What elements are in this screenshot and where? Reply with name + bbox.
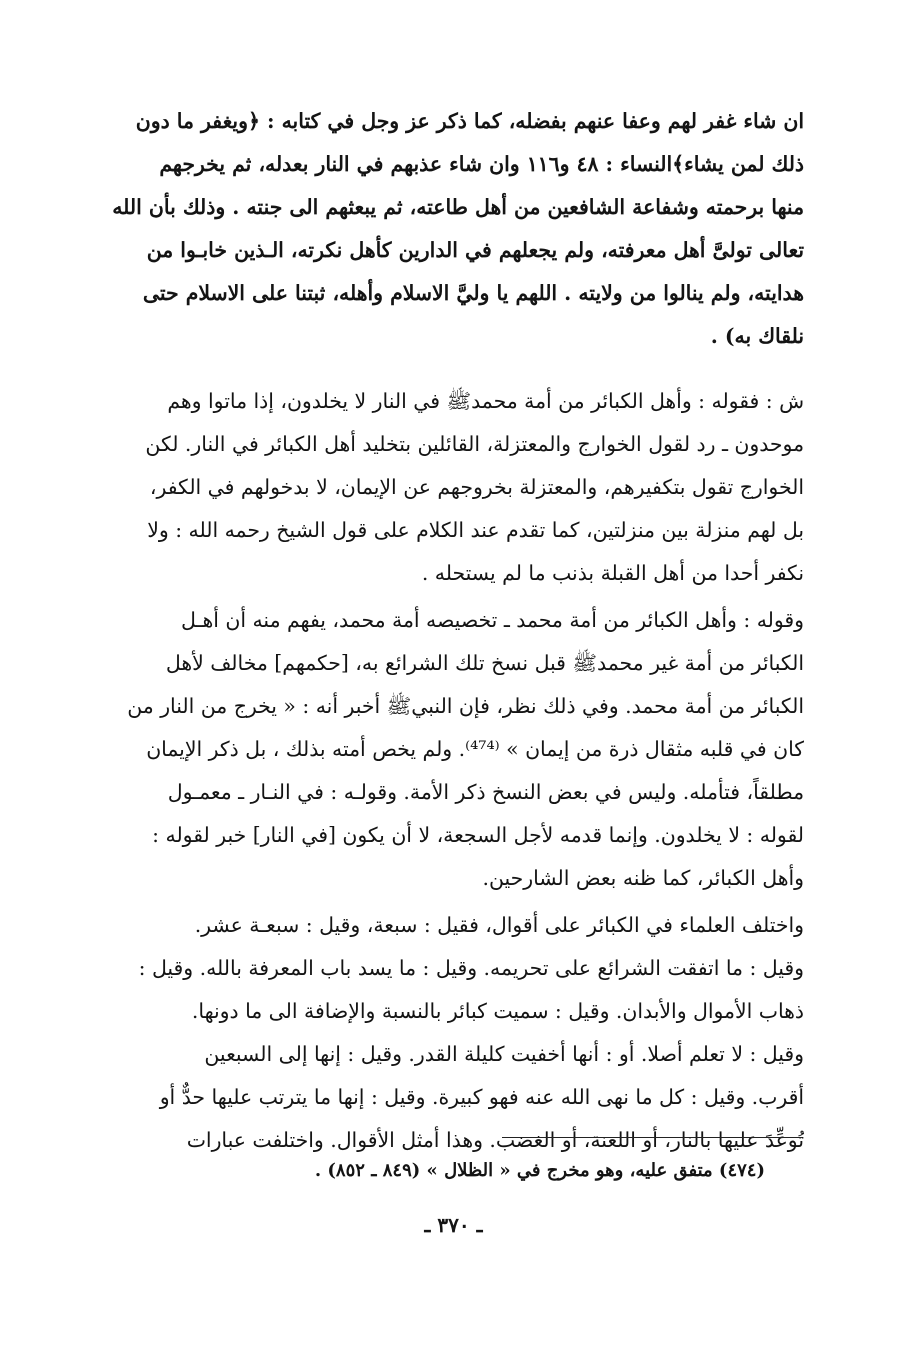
page-number: ـ ٣٧٠ ـ — [424, 1213, 483, 1237]
text-line: تعالى تولىَّ أهل معرفته، ولم يجعلهم في الدارين كأهل نكرته، الـذين خابـوا من — [146, 238, 804, 262]
text-line: موحدون ـ رد لقول الخوارج والمعتزلة، القائلين بتخليد أهل الكبائر في النار. لكن — [145, 432, 804, 456]
text-line: مطلقاً، فتأمله. وليس في بعض النسخ ذكر الأمة. وقولـه : في النـار ـ معمـول — [167, 780, 804, 804]
text-line: وقوله : وأهل الكبائر من أمة محمد ـ تخصيصه أمة محمد، يفهم منه أن أهـل — [181, 608, 804, 632]
text-line: ذهاب الأموال والأبدان. وقيل : سميت كبائر بالنسبة والإضافة الى ما دونها. — [191, 999, 804, 1023]
text-line: أقرب. وقيل : كل ما نهى الله عنه فهو كبيرة. وقيل : إنها ما يترتب عليها حدٌّ أو — [159, 1085, 804, 1109]
text-line: منها برحمته وشفاعة الشافعين من أهل طاعته، ثم يبعثهم الى جنته . وذلك بأن الله — [112, 195, 804, 219]
text-line: تُوعِّدَ عليها بالنار، أو اللعنة، أو الغضب. وهذا أمثل الأقوال. واختلفت عبارات — [186, 1128, 804, 1152]
text-line: وأهل الكبائر، كما ظنه بعض الشارحين. — [482, 866, 804, 890]
text-line: ذلك لمن يشاء﴾النساء : ٤٨ و١١٦ وان شاء عذبهم في النار بعدله، ثم يخرجهم — [159, 152, 804, 176]
commentary-paragraph — [102, 599, 804, 900]
text-line: واختلف العلماء في الكبائر على أقوال، فقيل : سبعة، وقيل : سبعـة عشر. — [194, 913, 804, 937]
text-line: نلقاك به) . — [710, 324, 804, 348]
paragraph-spacer — [102, 358, 804, 380]
commentary-paragraph — [102, 904, 804, 1162]
text-line: وقيل : لا تعلم أصلا. أو : أنها أخفيت كليلة القدر. وقيل : إنها إلى السبعين — [204, 1042, 804, 1066]
footnote-divider — [502, 1137, 802, 1138]
text-line: كان في قلبه مثقال ذرة من إيمان » ⁽⁴⁷⁴⁾. ولم يخص أمته بذلك ، بل ذكر الإيمان — [146, 737, 804, 761]
text-line: وقيل : ما اتفقت الشرائع على تحريمه. وقيل : ما يسد باب المعرفة بالله. وقيل : — [138, 956, 804, 980]
quoted-creed-paragraph — [102, 100, 804, 358]
text-line: الخوارج تقول بتكفيرهم، والمعتزلة بخروجهم عن الإيمان، لا بدخولهم في الكفر، — [149, 475, 804, 499]
text-line: نكفر أحدا من أهل القبلة بذنب ما لم يستحله . — [421, 561, 804, 585]
page-body — [102, 100, 804, 1162]
text-line: الكبائر من أمة غير محمدﷺ قبل نسخ تلك الشرائع به، [حكمهم] مخالف لأهل — [165, 651, 804, 675]
text-line: هدايته، ولم ينالوا من ولايته . اللهم يا وليَّ الاسلام وأهله، ثبتنا على الاسلام حتى — [142, 281, 804, 305]
text-line: لقوله : لا يخلدون. وإنما قدمه لأجل السجعة، لا أن يكون [في النار] خبر لقوله : — [152, 823, 804, 847]
text-line: ش : فقوله : وأهل الكبائر من أمة محمدﷺ في النار لا يخلدون، إذا ماتوا وهم — [167, 389, 804, 413]
footnote: (٤٧٤) متفق عليه، وهو مخرج في « الظلال » (٨٤٩ ـ ٨٥٢) . — [314, 1160, 765, 1181]
text-line: الكبائر من أمة محمد. وفي ذلك نظر، فإن النبيﷺ أخبر أنه : « يخرج من النار من — [127, 694, 804, 718]
commentary-paragraph — [102, 380, 804, 595]
text-line: بل لهم منزلة بين منزلتين، كما تقدم عند الكلام على قول الشيخ رحمه الله : ولا — [147, 518, 804, 542]
text-line: ان شاء غفر لهم وعفا عنهم بفضله، كما ذكر عز وجل في كتابه : ﴿ويغفر ما دون — [135, 109, 804, 133]
